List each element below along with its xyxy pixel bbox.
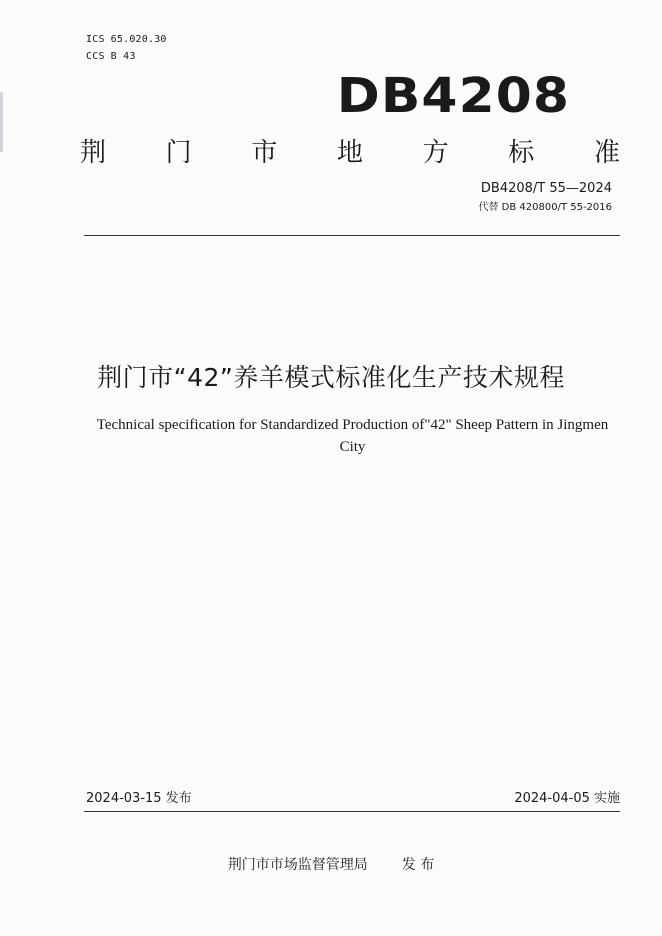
standard-type-heading [80,136,620,170]
top-divider [84,235,620,236]
standard-type-char: 荆 [80,138,107,168]
document-title-cn: 荆门市“42”养羊模式标准化生产技术规程 [97,363,565,392]
issuer-action: 发 布 [401,857,435,873]
standard-type-char: 市 [251,138,278,168]
title-en-line: Technical specification for Standardized Production of"42" Sheep Pattern in Jingmen [96,417,609,433]
ccs-code [86,48,167,65]
document-title-en [80,414,625,458]
issuer-line [0,855,662,875]
classification-codes [86,31,167,65]
standard-type-char: 方 [422,138,449,168]
ics-code [86,31,167,48]
replaces-standard: 代替 DB 420800/T 55-2016 [478,202,612,213]
standard-type-char: 地 [336,138,363,168]
issuer-name: 荆门市市场监督管理局 [227,857,368,873]
standard-number: DB4208/T 55—2024 [480,181,612,196]
scan-edge-mark [0,92,3,152]
title-en-line: City [339,439,366,455]
standard-type-char: 门 [165,138,192,168]
implementation-date: 2024-04-05 实施 [514,791,620,806]
standard-code-logo: DB4208 [336,68,570,124]
ccs-label: CCS [86,51,105,62]
standard-type-char: 准 [593,138,620,168]
bottom-divider [84,811,620,812]
ics-label: ICS [86,34,105,45]
ics-value: 65.020.30 [110,34,167,45]
standard-type-char: 标 [508,138,535,168]
issue-date: 2024-03-15 发布 [86,791,192,806]
ccs-value: B 43 [110,51,136,62]
